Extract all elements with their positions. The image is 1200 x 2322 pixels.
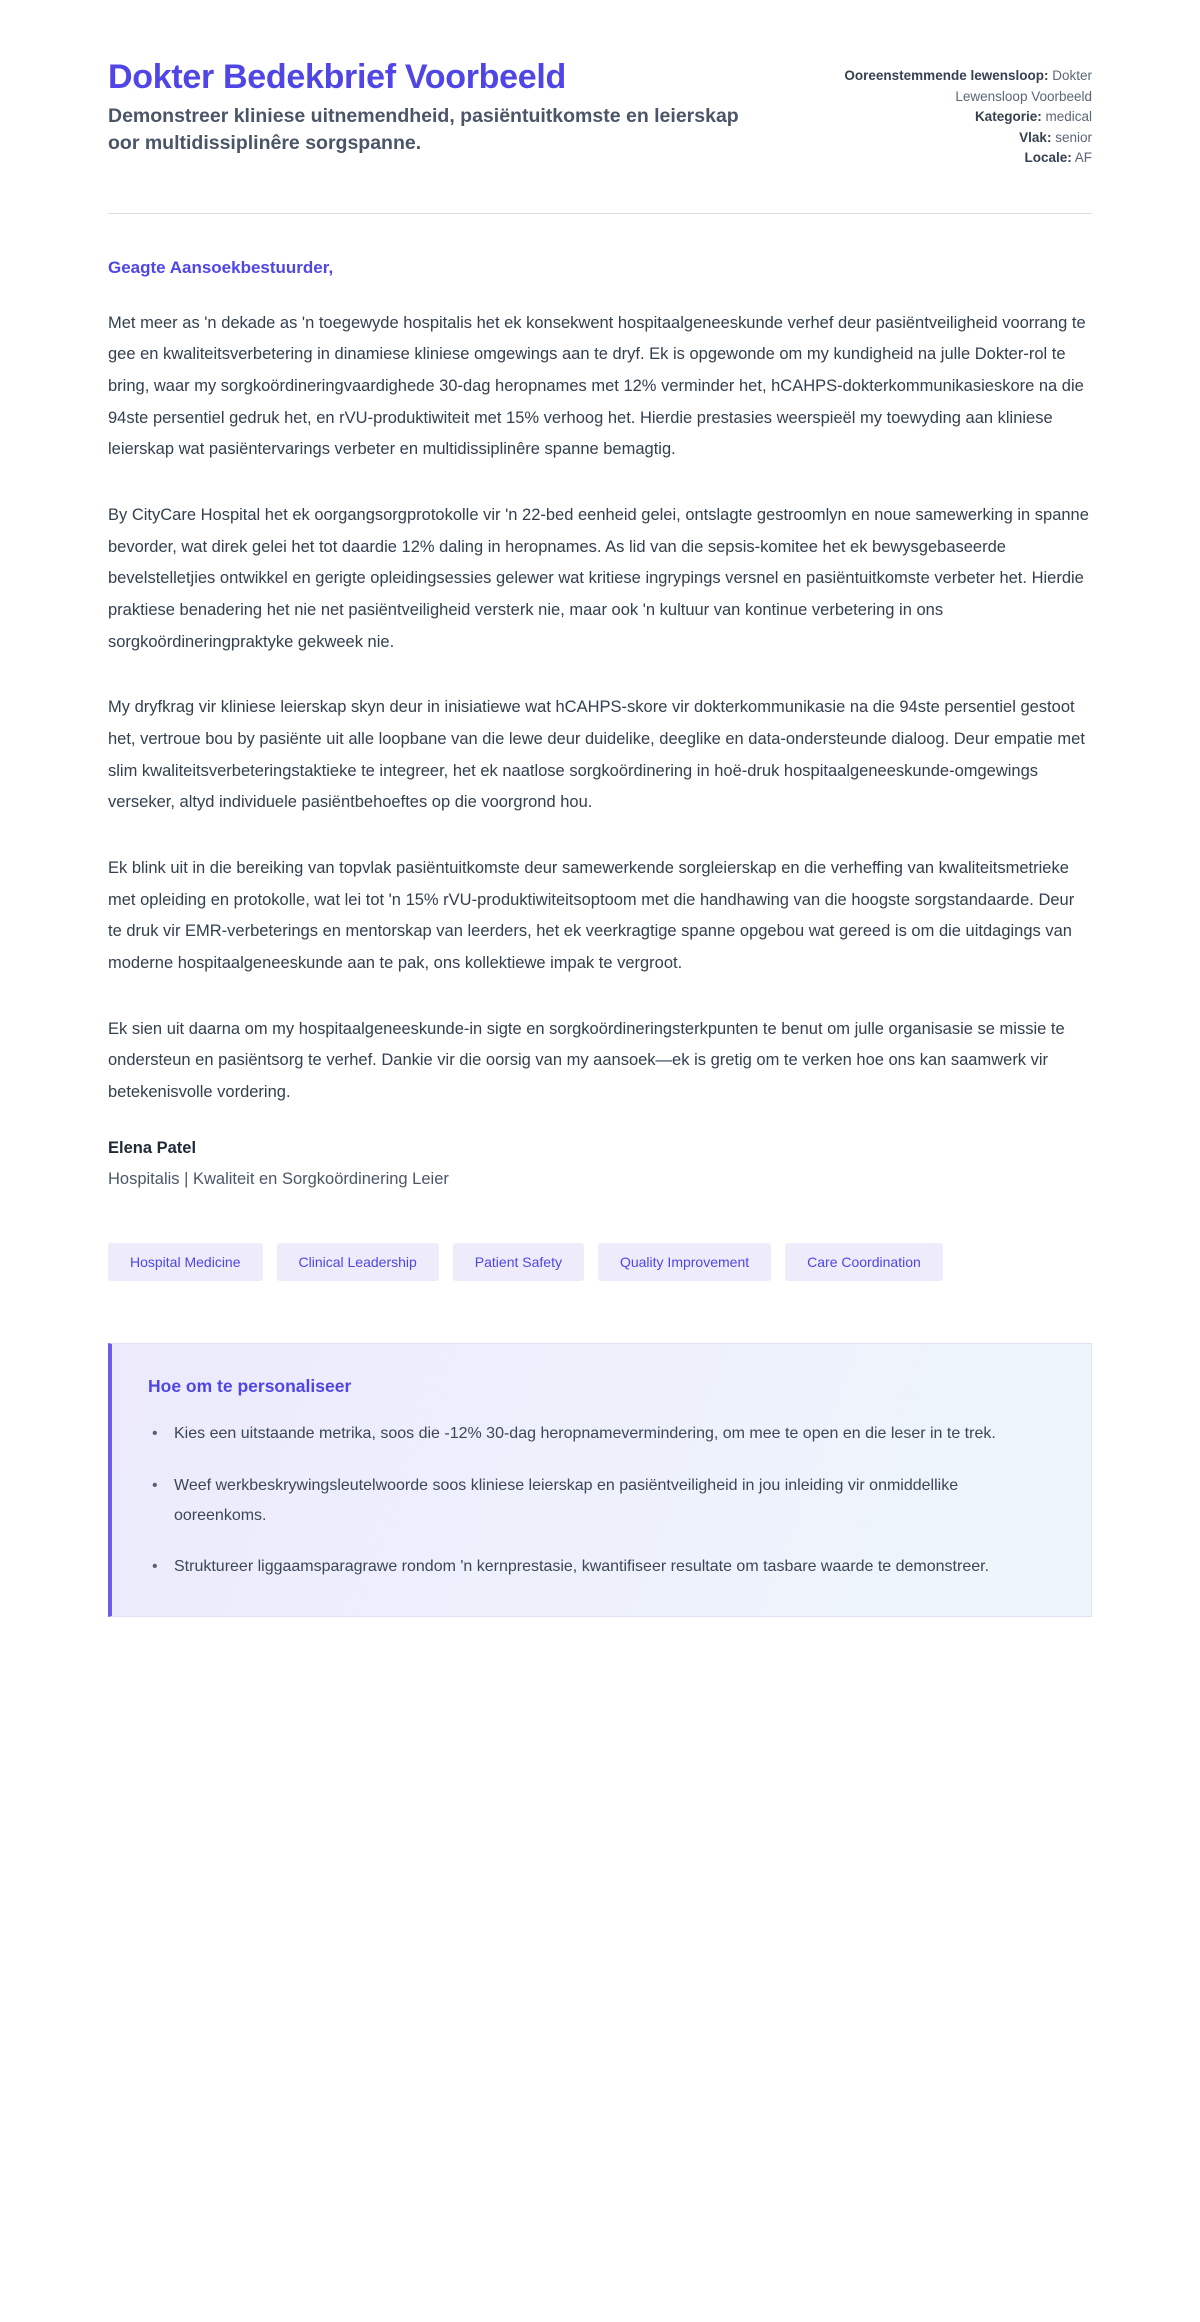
body-paragraph: By CityCare Hospital het ek oorgangsorgprotokolle vir 'n 22-bed eenheid gelei, ontslagte gestroomlyn en noue samewerking in spanne bevorder, wat direk gelei het tot daardie 12% daling in heropnames. As lid van die sepsis-komitee het ek bewysgebaseerde bevelstelletjies ontwikkel en gerigte opleidingsessies gelewer wat kritiese ingrypings versnel en pasiëntuitkomste verbeter het. Hierdie praktiese benadering het nie net pasiëntveiligheid versterk nie, maar ook 'n kultuur van kontinue verbetering in ons sorgkoördineringpraktyke gekweek nie.: [108, 505, 1089, 651]
meta-value-locale: AF: [1074, 150, 1092, 166]
document-header: [108, 0, 1092, 169]
meta-label-level: Vlak:: [1019, 129, 1052, 145]
meta-value-level: senior: [1055, 129, 1092, 145]
salutation: Geagte Aansoekbestuurder,: [108, 257, 334, 277]
tag-list: [108, 1189, 1092, 1282]
tips-list-item: • Kies een uitstaande metrika, soos die -12% 30-dag heropnamevermindering, om mee te open en die leser in te trek.: [148, 1419, 1055, 1449]
meta-label-matching-resume: Ooreenstemmende lewensloop:: [844, 68, 1049, 83]
header-title-block: [108, 58, 802, 156]
meta-label-category: Kategorie:: [974, 109, 1042, 125]
page-subtitle: Demonstreer kliniese uitnemendheid, pasiëntuitkomste en leierskap oor multidissiplinêre sorgspanne.: [108, 105, 739, 154]
header-metadata: [842, 58, 1092, 169]
body-paragraph: My dryfkrag vir kliniese leierskap skyn deur in inisiatiewe wat hCAHPS-skore vir dokterkommunikasie na die 94ste persentiel gestoot het, vertroue bou by pasiënte uit alle loopbane van die lewe deur duidelike, deeglike en data-ondersteunde dialoog. Deur empatie met slim kwaliteitsverbeteringstaktieke te integreer, het ek naatlose sorgkoördinering in hoë-druk hospitaalgeneeskunde-omgewings verseker, altyd individuele pasiëntbehoeftes op die voorgrond hou.: [108, 698, 1085, 812]
personalization-tips-panel: [108, 1343, 1092, 1616]
page-title: Dokter Bedekbrief Voorbeeld: [108, 58, 566, 96]
meta-row-category: [842, 107, 1092, 128]
tag-chip[interactable]: Clinical Leadership: [277, 1243, 439, 1282]
meta-row-locale: [842, 148, 1092, 169]
tag-chip[interactable]: Patient Safety: [453, 1243, 584, 1282]
meta-row-level: [842, 128, 1092, 149]
body-paragraph: Ek sien uit daarna om my hospitaalgeneeskunde-in sigte en sorgkoördineringsterkpunten te benut om julle organisasie se missie te ondersteun en pasiëntsorg te verhef. Dankie vir die oorsig van my aansoek—ek is gretig om te verken hoe ons kan saamwerk vir betekenisvolle vordering.: [108, 1019, 1065, 1102]
signature-block: [108, 1109, 1092, 1189]
meta-row-matching-resume: [842, 66, 1092, 107]
meta-label-locale: Locale:: [1024, 150, 1072, 166]
tips-panel-title: Hoe om te personaliseer: [148, 1376, 352, 1397]
signature-role: Hospitalis | Kwaliteit en Sorgkoördinering Leier: [108, 1169, 449, 1188]
tag-chip[interactable]: Hospital Medicine: [108, 1243, 263, 1282]
body-paragraph: Met meer as 'n dekade as 'n toegewyde hospitalis het ek konsekwent hospitaalgeneeskunde verhef deur pasiëntveiligheid voorrang te gee en kwaliteitsverbetering in dinamiese kliniese omgewings aan te dryf. Ek is opgewonde om my kundigheid na julle Dokter-rol te bring, waar my sorgkoördineringvaardighede 30-dag heropnames met 12% verminder het, hCAHPS-dokterkommunikasieskore na die 94ste persentiel gedruk het, en rVU-produktiwiteit met 15% verhoog het. Hierdie prestasies weerspieël my toewyding aan kliniese leierskap wat pasiëntervarings verbeter en multidissiplinêre spanne bemagtig.: [108, 313, 1086, 459]
tag-chip[interactable]: Quality Improvement: [598, 1243, 771, 1282]
tips-list: [148, 1419, 1055, 1581]
tips-list-item: • Struktureer liggaamsparagrawe rondom 'n kernprestasie, kwantifiseer resultate om tasbare waarde te demonstreer.: [148, 1552, 1055, 1582]
tag-chip[interactable]: Care Coordination: [785, 1243, 943, 1282]
meta-value-category: medical: [1045, 109, 1092, 125]
signature-name: Elena Patel: [108, 1138, 197, 1157]
tips-list-item: • Weef werkbeskrywingsleutelwoorde soos kliniese leierskap en pasiëntveiligheid in jou inleiding vir onmiddellike ooreenkoms.: [148, 1471, 1055, 1530]
meta-value-matching-resume: Dokter Lewensloop Voorbeeld: [955, 68, 1092, 104]
body-paragraph: Ek blink uit in die bereiking van topvlak pasiëntuitkomste deur samewerkende sorgleierskap en die verheffing van kwaliteitsmetrieke met opleiding en protokolle, wat lei tot 'n 15% rVU-produktiwiteitsoptoom met die handhawing van die hoogste sorgstandaarde. Deur te druk vir EMR-verbeterings en mentorskap van leerders, het ek veerkragtige spanne opgebou wat gereed is om die uitdagings van moderne hospitaalgeneeskunde aan te pak, ons kollektiewe impak te vergroot.: [108, 858, 1075, 972]
letter-body: [108, 214, 1092, 1109]
